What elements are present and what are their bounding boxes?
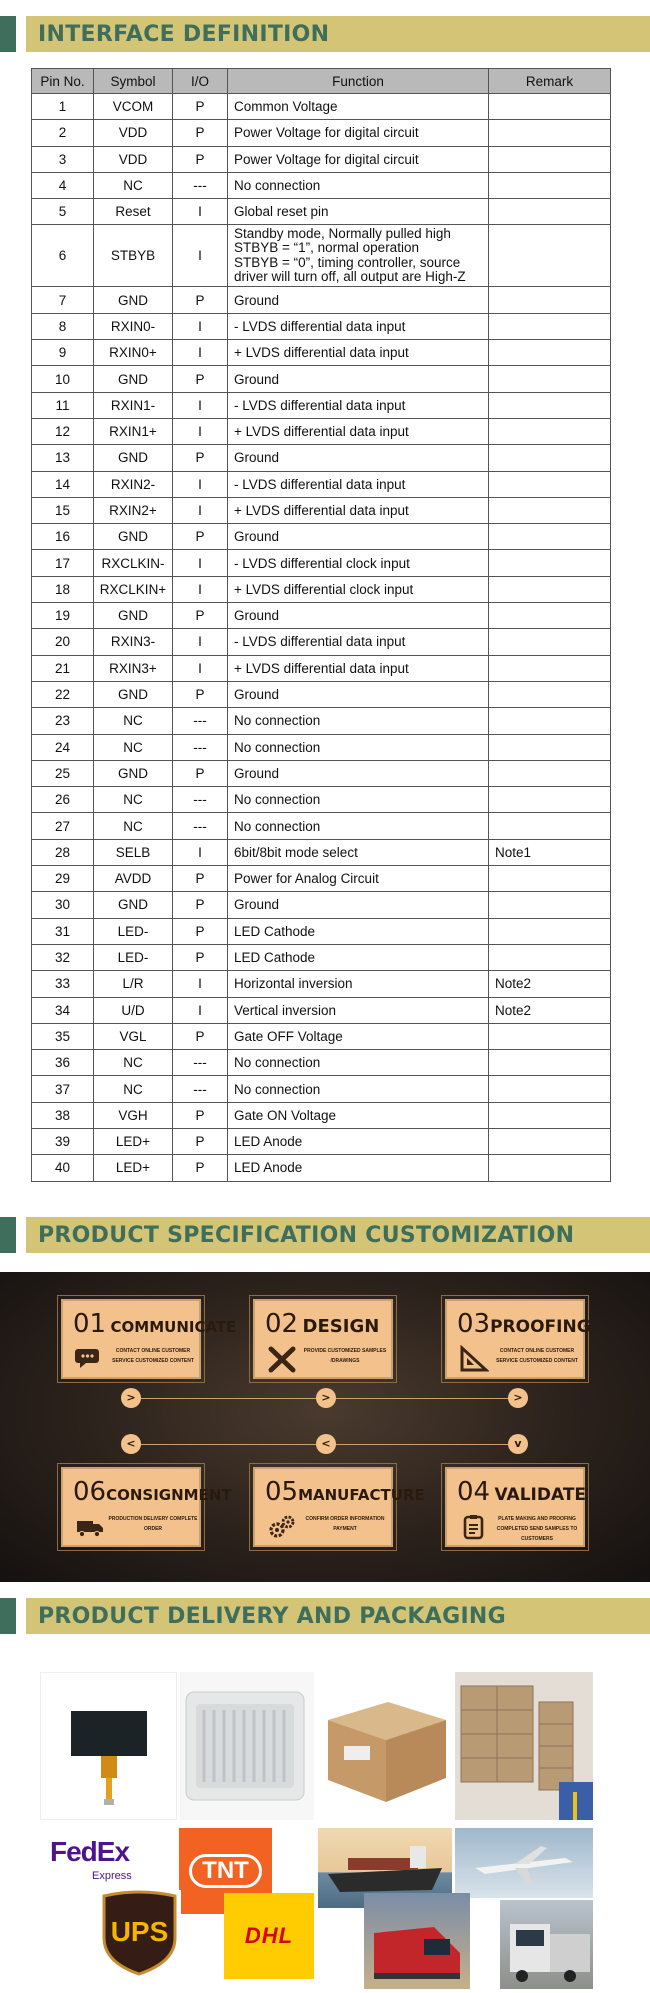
- remark-cell: [489, 892, 611, 918]
- freight-train-photo: [364, 1893, 470, 1989]
- remark-cell: [489, 760, 611, 786]
- step-description: PLATE MAKING AND PROOFING COMPLETED SEND SAMPLES TO CUSTOMERS: [496, 1516, 578, 1542]
- symbol-cell: RXCLKIN-: [94, 550, 173, 576]
- function-cell: Power Voltage for digital circuit: [228, 146, 489, 172]
- pin-number-cell: 31: [32, 918, 94, 944]
- step-title: 03PROOFING: [457, 1309, 591, 1339]
- symbol-cell: LED+: [94, 1128, 173, 1154]
- pin-number-cell: 7: [32, 287, 94, 313]
- io-cell: I: [173, 340, 228, 366]
- table-row: [32, 418, 611, 444]
- io-cell: P: [173, 366, 228, 392]
- io-cell: P: [173, 445, 228, 471]
- function-cell: No connection: [228, 1076, 489, 1102]
- truck-icon: [75, 1513, 105, 1541]
- io-cell: ---: [173, 734, 228, 760]
- io-cell: P: [173, 866, 228, 892]
- pin-number-cell: 6: [32, 225, 94, 287]
- symbol-cell: NC: [94, 172, 173, 198]
- header-tab: [0, 1598, 16, 1634]
- step-title: 02 DESIGN: [265, 1309, 380, 1339]
- remark-cell: [489, 524, 611, 550]
- table-row: [32, 146, 611, 172]
- remark-cell: [489, 787, 611, 813]
- table-row: [32, 550, 611, 576]
- symbol-cell: VDD: [94, 146, 173, 172]
- pin-number-cell: 20: [32, 629, 94, 655]
- pin-number-cell: 21: [32, 655, 94, 681]
- pin-number-cell: 10: [32, 366, 94, 392]
- function-cell: No connection: [228, 708, 489, 734]
- customization-process-panel: [0, 1272, 650, 1582]
- table-row: [32, 708, 611, 734]
- ruler-icon: [459, 1345, 489, 1373]
- function-cell: + LVDS differential clock input: [228, 576, 489, 602]
- function-cell: Ground: [228, 366, 489, 392]
- io-cell: ---: [173, 1050, 228, 1076]
- function-cell: Ground: [228, 287, 489, 313]
- fedex-logo: FedEx Express: [40, 1828, 180, 1886]
- pin-number-cell: 16: [32, 524, 94, 550]
- function-cell: Ground: [228, 760, 489, 786]
- function-cell: - LVDS differential data input: [228, 392, 489, 418]
- table-row: [32, 971, 611, 997]
- remark-cell: [489, 944, 611, 970]
- step-title: 01 COMMUNICATE: [73, 1309, 237, 1339]
- pin-number-cell: 38: [32, 1102, 94, 1128]
- io-cell: P: [173, 603, 228, 629]
- pin-number-cell: 24: [32, 734, 94, 760]
- pin-number-cell: 1: [32, 94, 94, 120]
- remark-cell: Note1: [489, 839, 611, 865]
- table-row: [32, 120, 611, 146]
- function-cell: Ground: [228, 892, 489, 918]
- remark-cell: [489, 629, 611, 655]
- table-row: [32, 1102, 611, 1128]
- remark-cell: [489, 94, 611, 120]
- pin-number-cell: 37: [32, 1076, 94, 1102]
- symbol-cell: VGL: [94, 1023, 173, 1049]
- symbol-cell: RXIN1+: [94, 418, 173, 444]
- function-cell: + LVDS differential data input: [228, 655, 489, 681]
- chat-icon: [75, 1345, 105, 1373]
- io-cell: P: [173, 944, 228, 970]
- table-row: [32, 392, 611, 418]
- table-row: [32, 629, 611, 655]
- delivery-packaging-header: [0, 1598, 650, 1634]
- step-validate: [445, 1467, 585, 1547]
- function-cell: Ground: [228, 445, 489, 471]
- table-row: [32, 445, 611, 471]
- pin-table-body: [32, 94, 611, 1182]
- table-row: [32, 576, 611, 602]
- io-cell: ---: [173, 813, 228, 839]
- io-cell: I: [173, 497, 228, 523]
- table-row: [32, 1050, 611, 1076]
- pin-number-cell: 15: [32, 497, 94, 523]
- io-cell: P: [173, 287, 228, 313]
- table-row: [32, 199, 611, 225]
- table-row: [32, 760, 611, 786]
- function-cell: Gate ON Voltage: [228, 1102, 489, 1128]
- pin-number-cell: 17: [32, 550, 94, 576]
- pin-number-cell: 18: [32, 576, 94, 602]
- symbol-cell: RXIN1-: [94, 392, 173, 418]
- step-title: 04 VALIDATE: [457, 1477, 587, 1507]
- pin-number-cell: 8: [32, 313, 94, 339]
- remark-cell: [489, 199, 611, 225]
- io-cell: P: [173, 1155, 228, 1181]
- io-cell: P: [173, 524, 228, 550]
- remark-cell: [489, 120, 611, 146]
- table-row: [32, 1128, 611, 1154]
- symbol-cell: LED+: [94, 1155, 173, 1181]
- function-cell: + LVDS differential data input: [228, 340, 489, 366]
- function-cell: - LVDS differential data input: [228, 471, 489, 497]
- symbol-cell: RXIN2+: [94, 497, 173, 523]
- remark-cell: [489, 340, 611, 366]
- section-title: INTERFACE DEFINITION: [38, 22, 330, 47]
- col-header-remark: Remark: [489, 69, 611, 94]
- table-row: [32, 734, 611, 760]
- table-row: [32, 681, 611, 707]
- io-cell: P: [173, 120, 228, 146]
- pin-number-cell: 35: [32, 1023, 94, 1049]
- symbol-cell: RXIN3+: [94, 655, 173, 681]
- table-row: [32, 787, 611, 813]
- table-row: [32, 997, 611, 1023]
- io-cell: I: [173, 199, 228, 225]
- io-cell: P: [173, 94, 228, 120]
- symbol-cell: NC: [94, 734, 173, 760]
- dhl-logo: DHL: [224, 1893, 314, 1979]
- pin-number-cell: 12: [32, 418, 94, 444]
- step-description: PRODUCTION DELIVERY COMPLETE ORDER: [108, 1516, 198, 1532]
- table-row: [32, 1076, 611, 1102]
- remark-cell: [489, 708, 611, 734]
- step-title: 06CONSIGNMENT: [73, 1477, 232, 1507]
- symbol-cell: LED-: [94, 944, 173, 970]
- header-tab: [0, 16, 16, 52]
- remark-cell: [489, 1076, 611, 1102]
- symbol-cell: VDD: [94, 120, 173, 146]
- symbol-cell: NC: [94, 787, 173, 813]
- symbol-cell: GND: [94, 681, 173, 707]
- tnt-logo: TNT: [179, 1828, 272, 1914]
- function-cell: LED Anode: [228, 1128, 489, 1154]
- ups-logo: UPS: [98, 1890, 181, 1978]
- pin-number-cell: 11: [32, 392, 94, 418]
- remark-cell: [489, 172, 611, 198]
- remark-cell: [489, 1102, 611, 1128]
- section-title: PRODUCT DELIVERY AND PACKAGING: [38, 1604, 507, 1629]
- function-cell: Global reset pin: [228, 199, 489, 225]
- table-row: [32, 366, 611, 392]
- table-row: [32, 94, 611, 120]
- step-communicate: [61, 1299, 237, 1379]
- io-cell: ---: [173, 787, 228, 813]
- remark-cell: [489, 1128, 611, 1154]
- col-header-pin: Pin No.: [32, 69, 94, 94]
- io-cell: P: [173, 1023, 228, 1049]
- function-cell: 6bit/8bit mode select: [228, 839, 489, 865]
- function-cell: No connection: [228, 734, 489, 760]
- io-cell: P: [173, 681, 228, 707]
- step-description: PROVIDE CUSTOMIZED SAMPLES /DRAWINGS: [303, 1348, 387, 1364]
- step-title: 05MANUFACTURE: [265, 1477, 425, 1507]
- function-cell: Horizontal inversion: [228, 971, 489, 997]
- pin-number-cell: 22: [32, 681, 94, 707]
- pin-table: [31, 68, 611, 1182]
- pin-number-cell: 2: [32, 120, 94, 146]
- table-row: [32, 839, 611, 865]
- interface-definition-header: [0, 16, 650, 52]
- io-cell: I: [173, 550, 228, 576]
- pin-number-cell: 33: [32, 971, 94, 997]
- table-row: [32, 172, 611, 198]
- io-cell: ---: [173, 1076, 228, 1102]
- table-row: [32, 918, 611, 944]
- symbol-cell: VCOM: [94, 94, 173, 120]
- pin-number-cell: 27: [32, 813, 94, 839]
- pin-number-cell: 26: [32, 787, 94, 813]
- symbol-cell: GND: [94, 760, 173, 786]
- symbol-cell: RXIN2-: [94, 471, 173, 497]
- arrow-right-icon: >: [508, 1388, 528, 1408]
- io-cell: P: [173, 760, 228, 786]
- function-cell: Power for Analog Circuit: [228, 866, 489, 892]
- symbol-cell: SELB: [94, 839, 173, 865]
- step-description: CONTACT ONLINE CUSTOMER SERVICE CUSTOMIZED CONTENT: [112, 1348, 194, 1364]
- step-consignment: [61, 1467, 232, 1547]
- symbol-cell: GND: [94, 366, 173, 392]
- symbol-cell: NC: [94, 1050, 173, 1076]
- io-cell: I: [173, 655, 228, 681]
- io-cell: I: [173, 471, 228, 497]
- table-row: [32, 944, 611, 970]
- symbol-cell: GND: [94, 524, 173, 550]
- remark-cell: [489, 1050, 611, 1076]
- pin-number-cell: 30: [32, 892, 94, 918]
- table-row: [32, 497, 611, 523]
- pin-number-cell: 28: [32, 839, 94, 865]
- symbol-cell: U/D: [94, 997, 173, 1023]
- arrow-left-icon: <: [316, 1434, 336, 1454]
- remark-cell: [489, 655, 611, 681]
- remark-cell: [489, 550, 611, 576]
- symbol-cell: RXCLKIN+: [94, 576, 173, 602]
- remark-cell: [489, 734, 611, 760]
- function-cell: Vertical inversion: [228, 997, 489, 1023]
- io-cell: I: [173, 225, 228, 287]
- step-proofing: [445, 1299, 591, 1379]
- function-cell: Ground: [228, 603, 489, 629]
- table-row: [32, 813, 611, 839]
- remark-cell: [489, 471, 611, 497]
- function-cell: Gate OFF Voltage: [228, 1023, 489, 1049]
- function-cell: No connection: [228, 1050, 489, 1076]
- col-header-io: I/O: [173, 69, 228, 94]
- io-cell: ---: [173, 172, 228, 198]
- pin-number-cell: 29: [32, 866, 94, 892]
- arrow-right-icon: >: [121, 1388, 141, 1408]
- remark-cell: [489, 287, 611, 313]
- io-cell: P: [173, 892, 228, 918]
- io-cell: I: [173, 313, 228, 339]
- arrow-right-icon: >: [316, 1388, 336, 1408]
- carton-box-photo: [318, 1672, 452, 1820]
- io-cell: I: [173, 839, 228, 865]
- pin-number-cell: 34: [32, 997, 94, 1023]
- step-design: [253, 1299, 393, 1379]
- function-cell: + LVDS differential data input: [228, 418, 489, 444]
- warehouse-pallets-photo: [455, 1672, 593, 1820]
- symbol-cell: Reset: [94, 199, 173, 225]
- tools-icon: [267, 1345, 297, 1373]
- function-cell: Ground: [228, 681, 489, 707]
- symbol-cell: STBYB: [94, 225, 173, 287]
- remark-cell: Note2: [489, 997, 611, 1023]
- function-cell: - LVDS differential data input: [228, 629, 489, 655]
- col-header-function: Function: [228, 69, 489, 94]
- remark-cell: [489, 146, 611, 172]
- remark-cell: [489, 603, 611, 629]
- table-row: [32, 225, 611, 287]
- io-cell: I: [173, 392, 228, 418]
- table-row: [32, 287, 611, 313]
- function-cell: + LVDS differential data input: [228, 497, 489, 523]
- function-cell: LED Cathode: [228, 918, 489, 944]
- pin-number-cell: 36: [32, 1050, 94, 1076]
- io-cell: I: [173, 418, 228, 444]
- table-row: [32, 524, 611, 550]
- remark-cell: [489, 681, 611, 707]
- function-cell: LED Cathode: [228, 944, 489, 970]
- pin-number-cell: 23: [32, 708, 94, 734]
- remark-cell: [489, 576, 611, 602]
- function-cell: Ground: [228, 524, 489, 550]
- pin-number-cell: 13: [32, 445, 94, 471]
- function-cell: - LVDS differential data input: [228, 313, 489, 339]
- pin-number-cell: 4: [32, 172, 94, 198]
- pin-number-cell: 9: [32, 340, 94, 366]
- remark-cell: [489, 497, 611, 523]
- remark-cell: [489, 1155, 611, 1181]
- table-row: [32, 340, 611, 366]
- io-cell: P: [173, 146, 228, 172]
- truck-photo: [500, 1900, 593, 1989]
- function-cell: No connection: [228, 787, 489, 813]
- arrow-left-icon: <: [121, 1434, 141, 1454]
- table-row: [32, 866, 611, 892]
- remark-cell: [489, 418, 611, 444]
- remark-cell: [489, 445, 611, 471]
- step-description: CONTACT ONLINE CUSTOMER SERVICE CUSTOMIZED CONTENT: [496, 1348, 578, 1364]
- symbol-cell: GND: [94, 287, 173, 313]
- table-row: [32, 655, 611, 681]
- symbol-cell: VGH: [94, 1102, 173, 1128]
- io-cell: I: [173, 997, 228, 1023]
- symbol-cell: NC: [94, 708, 173, 734]
- remark-cell: [489, 392, 611, 418]
- section-title: PRODUCT SPECIFICATION CUSTOMIZATION: [38, 1223, 575, 1248]
- header-tab: [0, 1217, 16, 1253]
- step-description: CONFIRM ORDER INFORMATION PAYMENT: [305, 1516, 385, 1532]
- remark-cell: [489, 918, 611, 944]
- pin-number-cell: 19: [32, 603, 94, 629]
- tray-packaging-photo: [180, 1672, 314, 1820]
- io-cell: ---: [173, 708, 228, 734]
- remark-cell: [489, 366, 611, 392]
- table-header-row: [32, 69, 611, 94]
- io-cell: I: [173, 629, 228, 655]
- remark-cell: [489, 866, 611, 892]
- symbol-cell: RXIN0+: [94, 340, 173, 366]
- function-cell: Standby mode, Normally pulled high STBYB = “1”, normal operation STBYB = “0”, timing controller, source driver will turn off, all output are High-Z: [228, 225, 489, 287]
- io-cell: P: [173, 1128, 228, 1154]
- io-cell: I: [173, 971, 228, 997]
- col-header-symbol: Symbol: [94, 69, 173, 94]
- remark-cell: Note2: [489, 971, 611, 997]
- pin-number-cell: 25: [32, 760, 94, 786]
- arrow-down-icon: v: [508, 1434, 528, 1454]
- symbol-cell: NC: [94, 1076, 173, 1102]
- pin-number-cell: 14: [32, 471, 94, 497]
- symbol-cell: GND: [94, 445, 173, 471]
- symbol-cell: GND: [94, 603, 173, 629]
- symbol-cell: AVDD: [94, 866, 173, 892]
- pin-number-cell: 32: [32, 944, 94, 970]
- lcd-module-photo: [40, 1672, 177, 1820]
- table-row: [32, 313, 611, 339]
- customization-header: [0, 1217, 650, 1253]
- airplane-photo: [455, 1828, 593, 1898]
- function-cell: No connection: [228, 172, 489, 198]
- remark-cell: [489, 813, 611, 839]
- table-row: [32, 1155, 611, 1181]
- pin-number-cell: 5: [32, 199, 94, 225]
- symbol-cell: GND: [94, 892, 173, 918]
- io-cell: I: [173, 576, 228, 602]
- pin-number-cell: 40: [32, 1155, 94, 1181]
- io-cell: P: [173, 1102, 228, 1128]
- remark-cell: [489, 1023, 611, 1049]
- step-manufacture: [253, 1467, 425, 1547]
- symbol-cell: RXIN0-: [94, 313, 173, 339]
- pin-number-cell: 3: [32, 146, 94, 172]
- symbol-cell: NC: [94, 813, 173, 839]
- symbol-cell: L/R: [94, 971, 173, 997]
- function-cell: Power Voltage for digital circuit: [228, 120, 489, 146]
- function-cell: LED Anode: [228, 1155, 489, 1181]
- function-cell: Common Voltage: [228, 94, 489, 120]
- symbol-cell: RXIN3-: [94, 629, 173, 655]
- io-cell: P: [173, 918, 228, 944]
- remark-cell: [489, 313, 611, 339]
- pin-number-cell: 39: [32, 1128, 94, 1154]
- gears-icon: [267, 1513, 297, 1541]
- symbol-cell: LED-: [94, 918, 173, 944]
- function-cell: - LVDS differential clock input: [228, 550, 489, 576]
- table-row: [32, 892, 611, 918]
- table-row: [32, 1023, 611, 1049]
- table-row: [32, 603, 611, 629]
- clipboard-icon: [459, 1513, 489, 1541]
- remark-cell: [489, 225, 611, 287]
- function-cell: No connection: [228, 813, 489, 839]
- table-row: [32, 471, 611, 497]
